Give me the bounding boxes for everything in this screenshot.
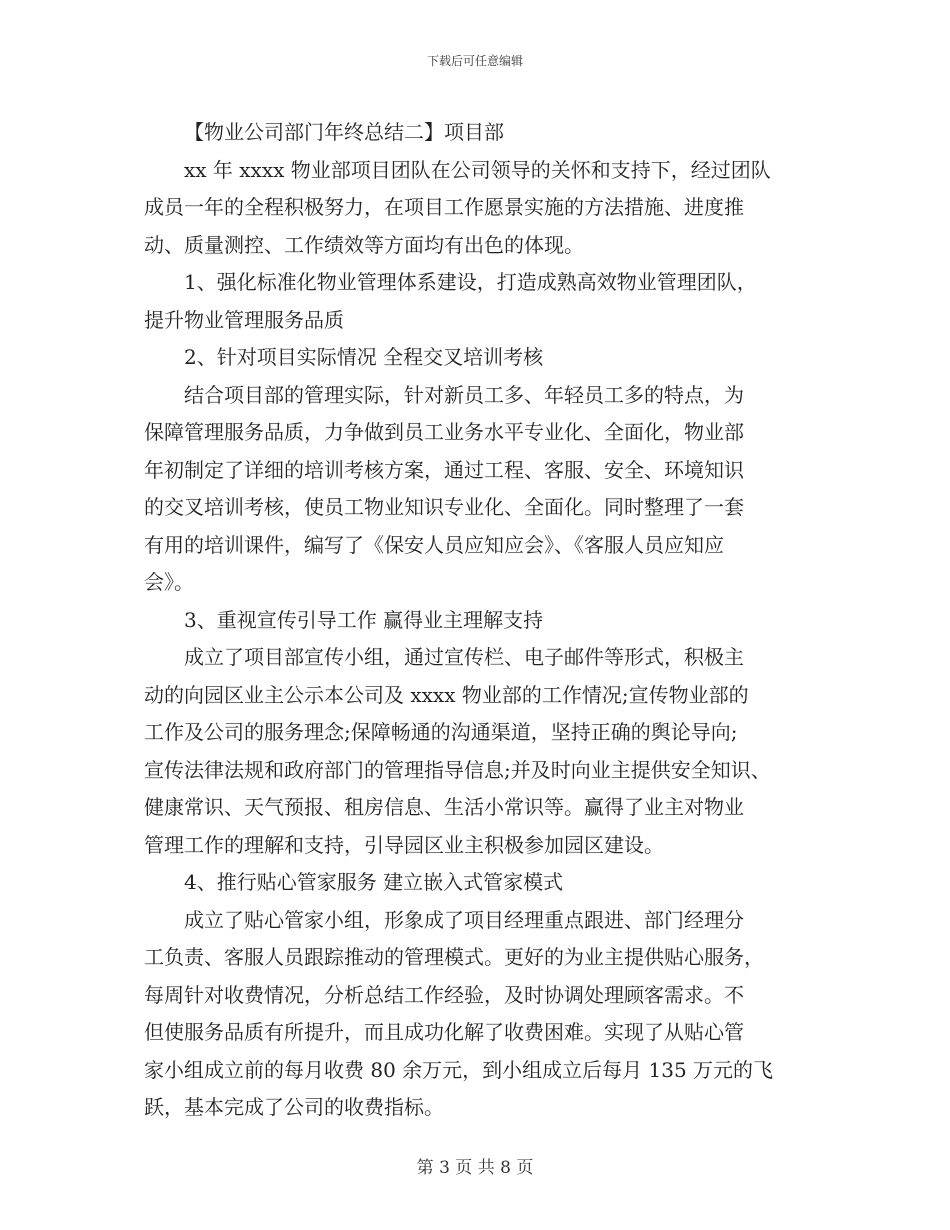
text-line: 的交叉培训考核，使员工物业知识专业化、全面化。同时整理了一套 [144,495,744,519]
paragraph [144,864,824,902]
page-number: 第 3 页 共 8 页 [416,1158,534,1178]
text-line: 4、推行贴心管家服务 建立嵌入式管家模式 [184,870,564,894]
text-line: xx 年 xxxx 物业部项目团队在公司领导的关怀和支持下，经过团队 [184,157,771,182]
text-line: 成立了贴心管家小组，形象成了项目经理重点跟进、部门经理分 [184,907,744,932]
text-line: 宣传法律法规和政府部门的管理指导信息;并及时向业主提供安全知识、 [144,757,771,782]
document-body [144,114,824,1127]
text-line: 提升物业管理服务品质 [144,307,344,332]
paragraph [144,602,824,640]
text-line: 健康常识、天气预报、租房信息、生活小常识等。赢得了业主对物业 [144,795,744,819]
text-line: 3、重视宣传引导工作 赢得业主理解支持 [184,607,544,632]
text-line: 工负责、客服人员跟踪推动的管理模式。更好的为业主提供贴心服务， [144,945,764,969]
text-line: 结合项目部的管理实际，针对新员工多、年轻员工多的特点，为 [184,382,744,407]
paragraph [144,902,824,1127]
paragraph [144,339,824,377]
text-line: 保障管理服务品质，力争做到员工业务水平专业化、全面化，物业部 [144,420,744,444]
text-line: 年初制定了详细的培训考核方案，通过工程、客服、安全、环境知识 [144,457,744,482]
text-line: 成员一年的全程积极努力，在项目工作愿景实施的方法措施、进度推 [144,195,744,219]
text-line: 会》。 [144,570,194,594]
text-line: 【物业公司部门年终总结二】项目部 [184,120,504,144]
text-line: 动、质量测控、工作绩效等方面均有出色的体现。 [144,232,584,257]
text-line: 但使服务品质有所提升，而且成功化解了收费困难。实现了从贴心管 [144,1020,744,1044]
text-line: 每周针对收费情况，分析总结工作经验，及时协调处理顾客需求。不 [144,982,744,1007]
text-line: 2、针对项目实际情况 全程交叉培训考核 [184,345,544,369]
paragraph [144,152,824,265]
text-line: 家小组成立前的每月收费 80 余万元，到小组成立后每月 135 万元的飞 [144,1057,774,1082]
paragraph [144,639,824,864]
text-line: 工作及公司的服务理念;保障畅通的沟通渠道，坚持正确的舆论导向; [144,720,738,744]
text-line: 管理工作的理解和支持，引导园区业主积极参加园区建设。 [144,832,664,857]
paragraph [144,114,824,152]
text-line: 有用的培训课件，编写了《保安人员应知应会》、《客服人员应知应 [144,532,724,557]
text-line: 跃，基本完成了公司的收费指标。 [144,1095,444,1119]
paragraph [144,377,824,602]
page-header-note: 下载后可任意编辑 [426,54,523,68]
text-line: 1、强化标准化物业管理体系建设，打造成熟高效物业管理团队， [184,270,757,294]
text-line: 成立了项目部宣传小组，通过宣传栏、电子邮件等形式，积极主 [184,645,744,669]
paragraph [144,264,824,339]
text-line: 动的向园区业主公示本公司及 xxxx 物业部的工作情况;宣传物业部的 [144,682,749,707]
